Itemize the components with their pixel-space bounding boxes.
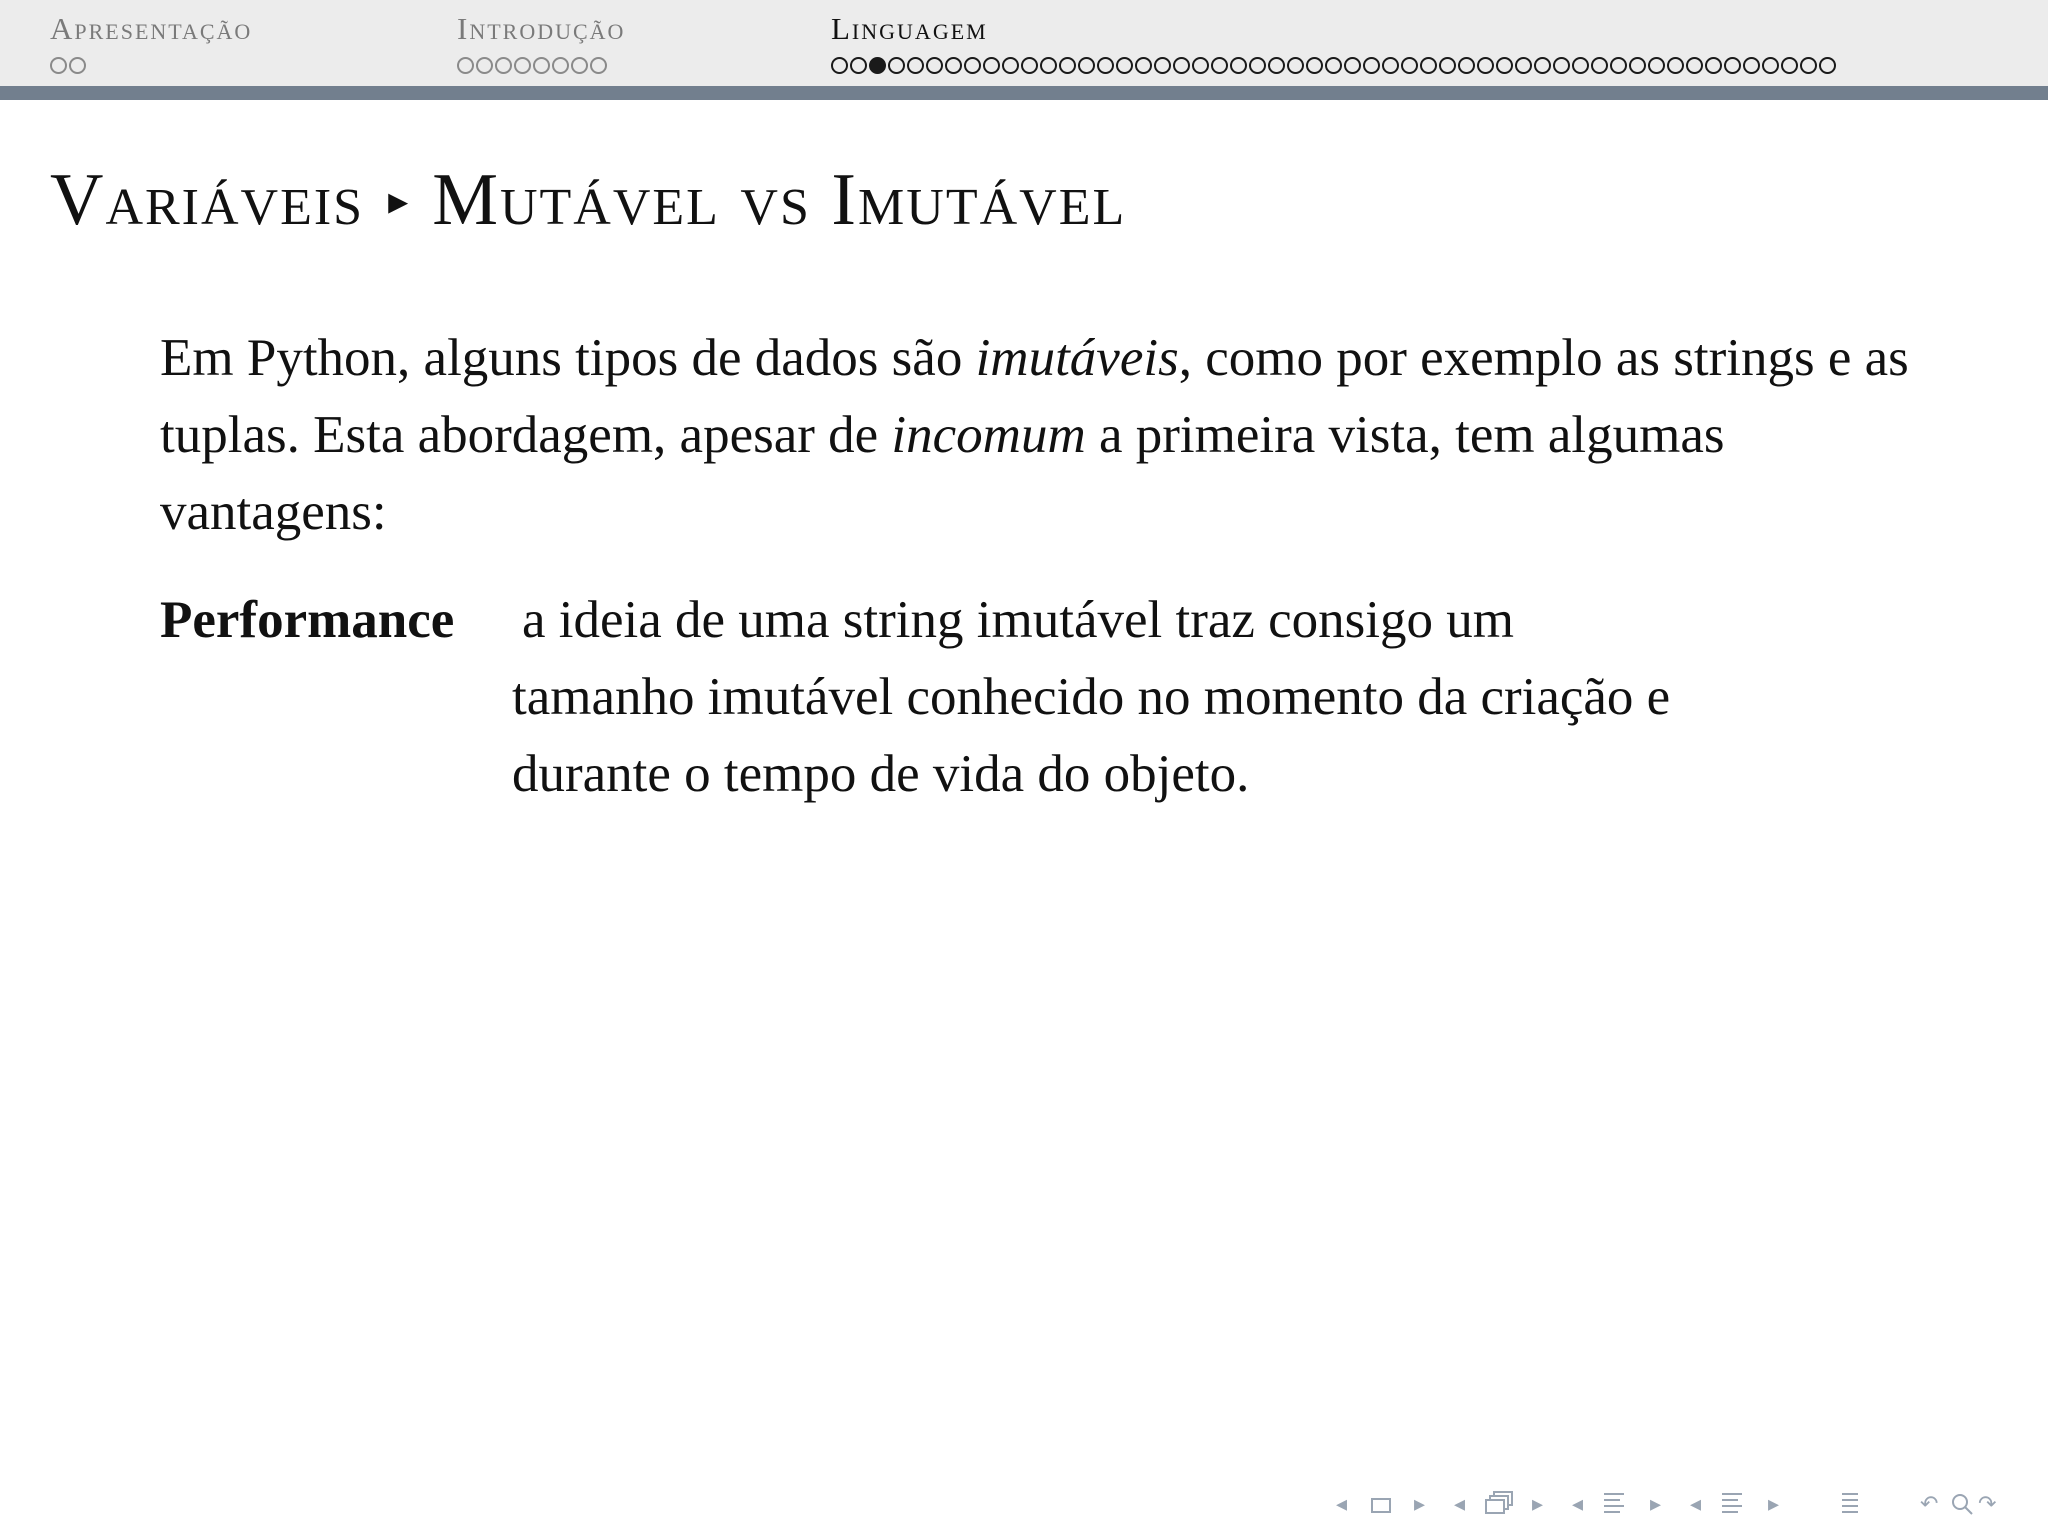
frame-dot[interactable] [1287, 57, 1304, 74]
frame-dot[interactable] [1724, 57, 1741, 74]
frame-dot[interactable] [69, 57, 86, 74]
frame-dot[interactable] [590, 57, 607, 74]
definition-line-2: tamanho imutável conhecido no momento da criação e [512, 668, 1671, 726]
frame-dot[interactable] [1249, 57, 1266, 74]
frame-dots [457, 54, 625, 76]
definition-term: Performance [160, 591, 455, 649]
frame-dot[interactable] [1059, 57, 1076, 74]
section-introducao[interactable] [457, 10, 625, 76]
frame-dot[interactable] [1173, 57, 1190, 74]
frame-dot[interactable] [1781, 57, 1798, 74]
frame-dot[interactable] [1762, 57, 1779, 74]
frame-dot[interactable] [1686, 57, 1703, 74]
frame-dot[interactable] [1667, 57, 1684, 74]
subsection-icon[interactable] [1484, 1488, 1514, 1522]
frame-dot[interactable] [1534, 57, 1551, 74]
frame-dot[interactable] [926, 57, 943, 74]
undo-icon[interactable]: ↶ [1920, 1492, 1939, 1517]
frame-dot[interactable] [1648, 57, 1665, 74]
section-title[interactable]: Apresentação [50, 11, 253, 46]
frame-dot[interactable] [1344, 57, 1361, 74]
frame-dot[interactable] [1382, 57, 1399, 74]
headline-bar [0, 0, 2048, 86]
frame-dot[interactable] [495, 57, 512, 74]
emphasis-imutaveis: imutáveis [975, 329, 1179, 387]
frame-dot[interactable] [983, 57, 1000, 74]
frame-dot[interactable] [1458, 57, 1475, 74]
navigation-symbols [1336, 1488, 2036, 1522]
emphasis-incomum: incomum [891, 406, 1086, 464]
intro-text-3: a primeira vista, tem algumas vantagens: [160, 406, 1725, 541]
document-icon[interactable] [1836, 1488, 1864, 1522]
frame-dot[interactable] [1040, 57, 1057, 74]
frame-dot[interactable] [1116, 57, 1133, 74]
frame-dot[interactable] [1135, 57, 1152, 74]
arrow-left-icon[interactable]: ◂ [1572, 1492, 1584, 1517]
frame-dot[interactable] [850, 57, 867, 74]
frame-dot[interactable] [1325, 57, 1342, 74]
frame-dot[interactable] [907, 57, 924, 74]
frame-dot[interactable] [1268, 57, 1285, 74]
frame-dot[interactable] [888, 57, 905, 74]
arrow-right-icon[interactable]: ▸ [1532, 1492, 1544, 1517]
arrow-right-icon[interactable]: ▸ [1650, 1492, 1662, 1517]
frame-dot[interactable] [1439, 57, 1456, 74]
frame-title-subsection: Mutável vs Imutável [432, 159, 1127, 241]
frame-dot[interactable] [1572, 57, 1589, 74]
section-apresentacao[interactable] [50, 10, 252, 76]
frame-dot[interactable] [1515, 57, 1532, 74]
frame-dot[interactable] [552, 57, 569, 74]
redo-icon[interactable]: ↷ [1978, 1492, 1997, 1517]
frame-dot[interactable] [1306, 57, 1323, 74]
frame-dot[interactable] [1591, 57, 1608, 74]
section-icon[interactable] [1600, 1488, 1628, 1522]
frame-dot[interactable] [1743, 57, 1760, 74]
section-title[interactable]: Introdução [457, 11, 626, 46]
intro-text-1: Em Python, alguns tipos de dados são [160, 329, 976, 387]
frame-dot[interactable] [1800, 57, 1817, 74]
frame-dot[interactable] [1154, 57, 1171, 74]
section-linguagem[interactable] [831, 10, 1836, 76]
frame-dot[interactable] [1819, 57, 1836, 74]
frame-dot[interactable] [1097, 57, 1114, 74]
frame-dot[interactable] [1496, 57, 1513, 74]
frame-dot[interactable] [1211, 57, 1228, 74]
frame-dot[interactable] [1610, 57, 1627, 74]
frame-dot[interactable] [571, 57, 588, 74]
definition-description [512, 582, 1920, 813]
frame-dot[interactable] [945, 57, 962, 74]
search-icon[interactable] [1950, 1488, 1974, 1522]
frame-dot[interactable] [1363, 57, 1380, 74]
frame-dot[interactable] [1705, 57, 1722, 74]
frame-dot[interactable] [533, 57, 550, 74]
arrow-left-icon[interactable]: ◂ [1336, 1492, 1348, 1517]
frame-dot[interactable] [1192, 57, 1209, 74]
frame-dot[interactable] [514, 57, 531, 74]
frame-dot[interactable] [1420, 57, 1437, 74]
arrow-left-icon[interactable]: ◂ [1690, 1492, 1702, 1517]
frame-dot[interactable] [50, 57, 67, 74]
frame-dot[interactable] [457, 57, 474, 74]
frame-dot[interactable] [1078, 57, 1095, 74]
definition-list [160, 582, 1920, 813]
frame-dot[interactable] [831, 57, 848, 74]
frame-dots [50, 54, 252, 76]
current-frame-dot[interactable] [869, 57, 886, 74]
frame-dot[interactable] [964, 57, 981, 74]
arrow-left-icon[interactable]: ◂ [1454, 1492, 1466, 1517]
frame-dot[interactable] [476, 57, 493, 74]
arrow-right-icon[interactable]: ▸ [1768, 1492, 1780, 1517]
definition-line-1: a ideia de uma string imutável traz consigo um [522, 591, 1514, 649]
frame-icon[interactable] [1370, 1488, 1392, 1522]
frame-title-section: Variáveis [50, 159, 365, 241]
section-title[interactable]: Linguagem [831, 11, 988, 46]
frame-dot[interactable] [1021, 57, 1038, 74]
subsection-list-icon[interactable] [1718, 1488, 1746, 1522]
frame-dot[interactable] [1230, 57, 1247, 74]
frame-dot[interactable] [1553, 57, 1570, 74]
intro-text-2: , como por exemplo as strings e as tuplas. Esta abordagem, apesar de [160, 329, 1909, 464]
intro-paragraph [160, 320, 1920, 551]
frame-dot[interactable] [1002, 57, 1019, 74]
frame-dot[interactable] [1629, 57, 1646, 74]
frame-dot[interactable] [1477, 57, 1494, 74]
frame-dots [831, 54, 1836, 76]
triangle-separator-icon: ▸ [388, 178, 411, 223]
definition-line-3: durante o tempo de vida do objeto. [512, 745, 1250, 803]
arrow-right-icon[interactable]: ▸ [1414, 1492, 1426, 1517]
headline-divider [0, 86, 2048, 100]
frame-dot[interactable] [1401, 57, 1418, 74]
frame-title [50, 150, 1126, 251]
